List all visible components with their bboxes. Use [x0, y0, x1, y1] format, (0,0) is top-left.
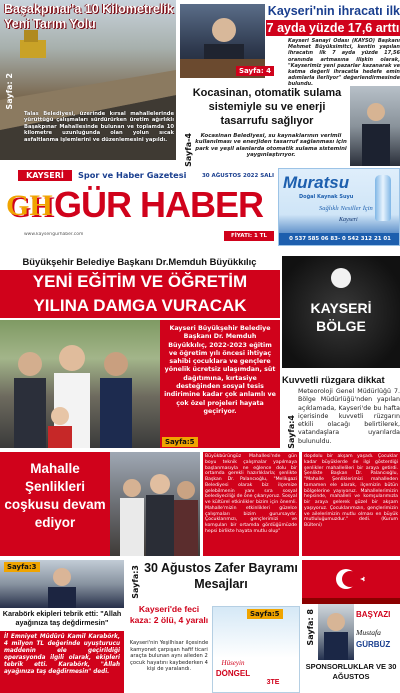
author-last: GÜRBÜZ — [356, 640, 391, 649]
mahalle-body-left: Büyükbürüngüz Mahallesi'nde gün boyu teknik çalışmalar yapılmaya başlanmasıyla ne eğlence dolu bir ortamda gerekli hazırlıklarla; şenlikte Başkan Dr. Palancıoğlu, "Melikgazi Belediyesi olarak biz ilçemize gelebilmenin yanı sıra sosyal belediyeciliği de öne çıkarıyoruz. Sosyal ve kültürel etkinlikler bizim için önemli. Mahalle'mizin etkinlikleri güzelce çalışmaları bizim gurursaydır. Çocuklarımızı, gençlerimizi ve komşuları bir ortamda gördüğümüzde hepsi birlikte hayata mutlu olup" — [203, 452, 299, 556]
brand-logo-mark[interactable]: GH — [6, 189, 53, 222]
main-summary: Kayseri Büyükşehir Belediye Başkanı Dr. Memduh Büyükkılıç, 2022-2023 eğitim ve öğretim yılı öncesi ihtiyaç sahibi çocuklara ve gençlere yönelik ücretsiz ulaşımdan, süt dağıtımına, kırtasiye desteğinden sosyal tesis indirimine kadar çok anlamlı ve çok özel projeleri hayata geçiriyor. — [164, 325, 276, 415]
basyazi-label: BAŞYAZI — [356, 610, 391, 619]
tarim-yolu-page-tag[interactable]: Sayfa: 2 — [5, 73, 14, 110]
kocasinan-title[interactable]: Kocasinan, otomatik sulama sistemiyle su ve enerji tasarrufu sağlıyor — [192, 87, 342, 127]
gurbuz-photo — [318, 604, 354, 660]
muratsu-tagline: Doğal Kaynak Suyu — [299, 194, 354, 200]
kayseri-bolge-banner[interactable] — [282, 256, 400, 368]
karabork-title[interactable]: Karabörk ekipleri tebrik etti: "Allah ayağınıza taş değdirmesin" — [2, 609, 122, 627]
accident-body: Kayseri'nin Yeşilhisar ilçesinde kamyonet çarpışan hafif ticari araçta bulunan aynı aileden 2 çocuk hayatını kaybederken 4 kişi de yaralandı. — [129, 640, 209, 672]
tarim-yolu-title[interactable]: Başakpınar'a 10 Kilometrelik Yeni Tarım Yolu — [4, 2, 174, 31]
tarim-yolu-body: Talas Belediyesi, üzerinde kırsal mahallelerinde yürüttüğü çalışmaları sürdürürken üretim ağırlıklı Başakpınar Mahallesinde bulunan ve toplamda 10 kilometre uzunluğunda olan yolun sıcak asfaltlanma işlemlerini ve düzenlemesini yapıldı. — [24, 111, 174, 143]
sponsor-page-tag[interactable]: Sayfa: 8 — [306, 609, 315, 646]
bolge-line1: KAYSERİ — [310, 300, 372, 316]
mahalle-title-box[interactable] — [0, 452, 110, 556]
dongel-brand: 3TE — [266, 679, 280, 686]
author-first: Mustafa — [356, 628, 381, 637]
main-headline-1[interactable]: YENİ EĞİTİM VE ÖĞRETİM — [0, 270, 280, 294]
wind-body: Meteoroloji Genel Müdürlüğü 7. Bölge Müdürlüğü'nden yapılan açıklamada, Kayseri'de bu hafta içerisinde kuvvetli rüzgarın etkili olacağı belirtilerek, vatandaşlara uyarılarda bulunuldu. — [298, 388, 400, 445]
zafer-title[interactable]: 30 Ağustos Zafer Bayramı Mesajları — [144, 561, 298, 591]
ihracat-page-tag[interactable]: Sayfa: 4 — [236, 66, 274, 76]
main-page-tag[interactable]: Sayfa:5 — [162, 437, 198, 447]
masthead-date: 30 AĞUSTOS 2022 SALI — [201, 173, 274, 179]
ihracat-title-1[interactable]: Kayseri'nin ihracatı ilk — [267, 4, 400, 18]
mahalle-body-right: dopdolu bir akşam yaşadı. Çocuklar kadar büyüklerde de ilgi gösterdiği şenlikler mahallelileri bir araya getirdi. Şenlikte Başkan Dr. Palancıoğlu, "Mahalle Şenliklerimizi mahalleden tamamen ele alarak, ilçemizin bütün bölgelerine yayıyoruz. Mahallelerimizin hepsinde, mahalleli ve komşularımızla bir araya gelerek güzel bir akşam yaşıyoruz. Çocuklarımızın, gençlerimizin ve ailelerimizin mutlu olması en büyük mutluluğumuzdur." dedi. (Kurum Bülteni) — [302, 452, 400, 556]
masthead-subtitle: Spor ve Haber Gazetesi — [78, 170, 187, 180]
muratsu-slogan: Sağlıklı Nesiller İçin — [319, 205, 373, 212]
wind-title[interactable]: Kuvvetli rüzgara dikkat — [282, 374, 385, 385]
muratsu-phones[interactable]: 0 537 585 06 83- 0 542 312 21 01 — [279, 233, 400, 245]
kocasinan-body: Kocasinan Belediyesi, su kaynaklarının verimli kullanılması ve enerjiden tasarruf sağlanması için park ve yeşil alanlarda otomatik sulama sistemini yaygınlaştırıyor. — [195, 133, 347, 159]
dongel-page-tag[interactable]: Sayfa:5 — [247, 609, 283, 619]
sponsor-title[interactable]: SPONSORLUKLAR VE 30 AĞUSTOS — [305, 662, 397, 681]
ihracat-body: Kayseri Sanayi Odası (KAYSO) Başkanı Mehmet Büyüksimitci, kentin yapılan ihracatın ilk 7 ayda yüzde 17,56 oranında artmasına ilişkin olarak, "Kayserimiz yeni pazarlar kazanarak ve katma değerli ihracatla hedefe emin adımlarla ilerliyor" değerlendirmesinde bulundu. — [288, 38, 400, 88]
dongel-line2: DÖNGEL — [215, 669, 251, 678]
bottle-icon — [375, 175, 391, 221]
flag-banner — [302, 560, 400, 598]
masthead-city: KAYSERİ — [18, 170, 72, 181]
karabork-page-tag[interactable]: Sayfa:3 — [4, 562, 40, 572]
main-kicker[interactable]: Büyükşehir Belediye Başkanı Dr.Memduh Büyükkılıç — [22, 256, 257, 267]
main-story-photo — [0, 320, 160, 448]
brand-name[interactable]: GÜR HABER — [54, 184, 264, 225]
main-headline-2[interactable]: YILINA DAMGA VURACAK — [0, 294, 280, 318]
muratsu-ad[interactable] — [278, 168, 400, 246]
muratsu-brand: Muratsu — [283, 173, 350, 192]
bolge-logo-icon — [331, 268, 351, 288]
karabork-body: İl Emniyet Müdürü Kamil Karabörk, 4 milyon TL değerinde uyuşturucu maddenin ele geçirildiği operasyonda ilgili olarak, ekipleri tebrik etti. Karabörk, "Allah ayağınıza taş değdirmesin" dedi. — [0, 631, 124, 693]
zafer-page-tag[interactable]: Sayfa:3 — [131, 565, 140, 599]
kocasinan-photo — [350, 86, 400, 166]
ihracat-title-2[interactable]: 7 ayda yüzde 17,6 arttı — [266, 21, 400, 35]
mahalle-title: Mahalle Şenlikleri coşkusu devam ediyor — [4, 461, 106, 530]
bolge-line2: BÖLGE — [316, 318, 366, 334]
accident-title[interactable]: Kayseri'de feci kaza: 2 ölü, 4 yaralı — [129, 604, 209, 625]
kocasinan-page-tag[interactable]: Sayfa-4 — [184, 133, 193, 167]
masthead-website[interactable]: www.kayserigurhaber.com — [24, 232, 84, 237]
muratsu-city: Kayseri — [339, 217, 358, 223]
dongel-line1: Hüseyin — [221, 659, 245, 667]
masthead — [4, 168, 275, 246]
wind-page-tag[interactable]: Sayfa:4 — [287, 415, 296, 449]
masthead-price: FİYATI: 1 TL — [224, 231, 274, 241]
dongel-ad[interactable] — [212, 606, 300, 693]
main-summary-box — [160, 320, 280, 448]
mahalle-photo — [110, 452, 200, 556]
